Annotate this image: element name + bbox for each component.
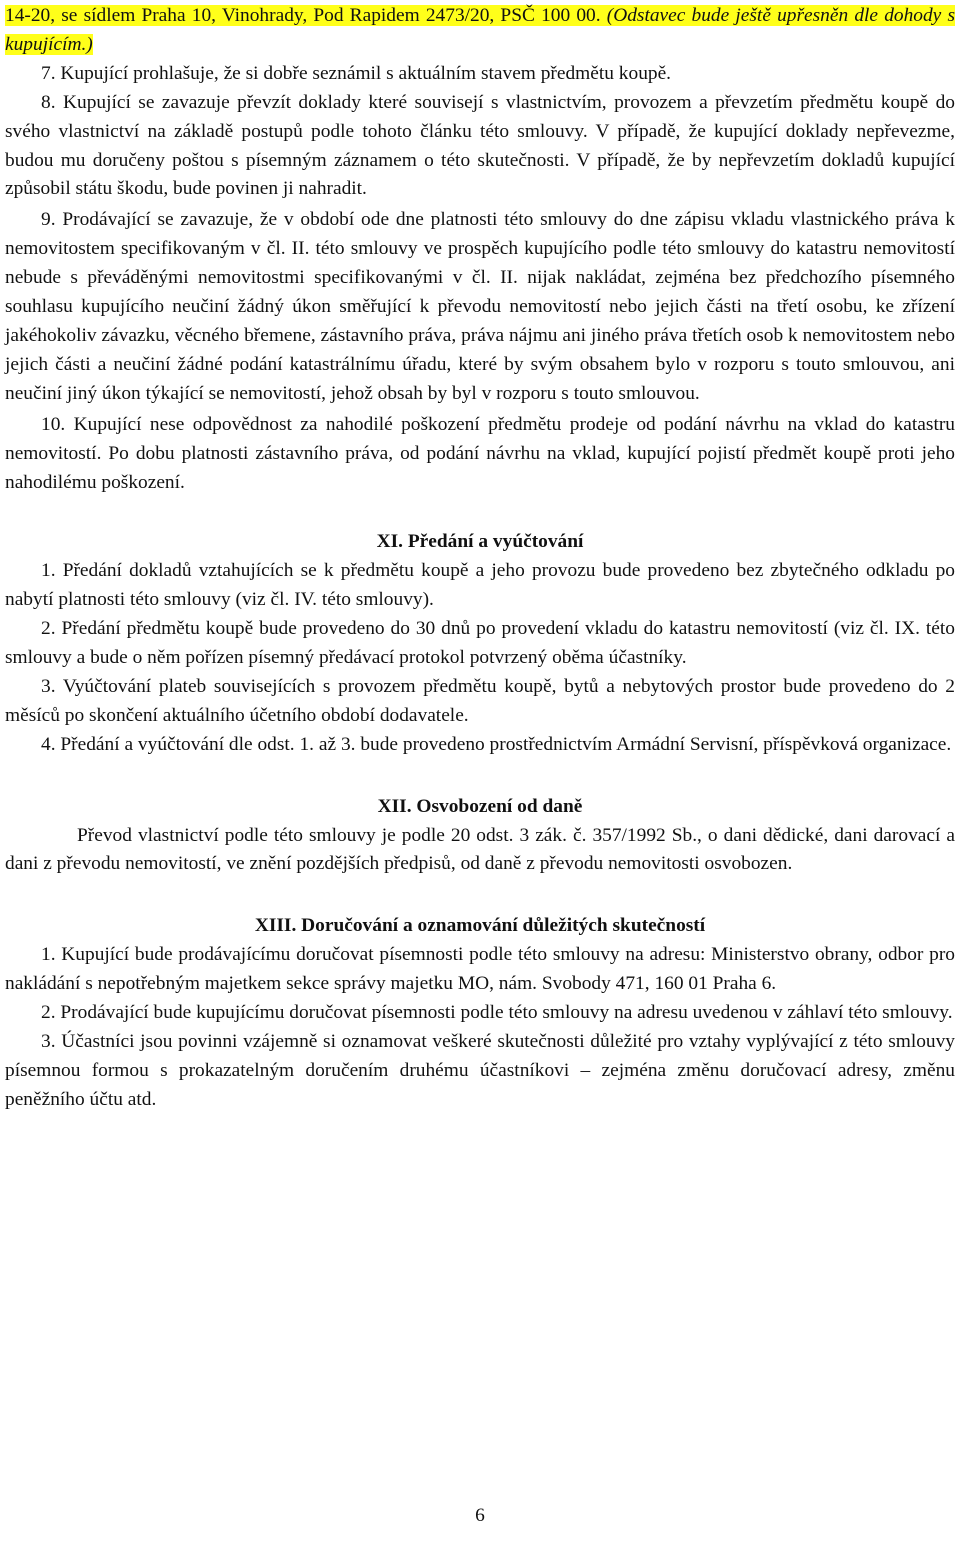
section-xi-heading: XI. Předání a vyúčtování — [376, 531, 584, 553]
section-xiii-heading: XIII. Doručování a oznamování důležitých skutečností — [254, 915, 706, 937]
section-xi-item-3: 3. Vyúčtování plateb souvisejících s provozem předmětu koupě, bytů a nebytových prostor bude provedeno do 2 měsíců po skončení aktuálního účetního období dodavatele. — [5, 675, 955, 726]
section-xi-item-1: 1. Předání dokladů vztahujících se k předmětu koupě a jeho provozu bude provedeno bez zbytečného odkladu po nabytí platnosti této smlouvy (viz čl. IV. této smlouvy). — [5, 560, 955, 611]
page-number: 6 — [475, 1505, 485, 1526]
section-xi-item-4: 4. Předání a vyúčtování dle odst. 1. až 3. bude provedeno prostřednictvím Armádní Servisní, příspěvková organizace. — [41, 733, 952, 755]
section-xii-text: Převod vlastnictví podle této smlouvy je podle 20 odst. 3 zák. č. 357/1992 Sb., o dani dědické, dani darovací a dani z převodu nemovitostí, ve znění pozdějších předpisů, od daně z převodu nemovitosti osvobozen. — [5, 824, 955, 875]
clause-10: 10. Kupující nese odpovědnost za nahodilé poškození předmětu prodeje od podání návrhu na vklad do katastru nemovitostí. Po dobu platnosti zástavního práva, od podání návrhu na vklad, kupující pojistí předmět koupě proti jeho nahodilému poškození. — [5, 413, 955, 493]
document-page — [5, 2, 955, 1115]
intro-paragraph — [5, 2, 955, 60]
section-xiii-item-2: 2. Prodávající bude kupujícímu doručovat písemnosti podle této smlouvy na adresu uvedenou v záhlaví této smlouvy. — [41, 1002, 953, 1024]
clause-9: 9. Prodávající se zavazuje, že v období ode dne platnosti této smlouvy do dne zápisu vkladu vlastnického práva k nemovitostem specifikovaným v čl. II. této smlouvy ve prospěch kupujícího podle této smlouvy do katastru nemovitostí nebude s převáděnými nemovitostmi specifikovanými v čl. II. nijak nakládat, zejména bez předchozího písemného souhlasu kupujícího neučiní žádný úkon směřující k převodu nemovitostí nebo jejich části na třetí osobu, ke zřízení jakéhokoliv závazku, věcného břemene, zástavního práva, práva nájmu ani jiného práva třetích osob k nemovitostem nebo jejich části a neučiní žádné podání katastrálnímu úřadu, které by svým obsahem bylo v rozporu s touto smlouvou, ani neučiní jiný úkon týkající se nemovitostí, jehož obsah by byl v rozporu s touto smlouvou. — [5, 209, 955, 404]
highlighted-text — [5, 5, 955, 55]
section-xiii-item-3: 3. Účastníci jsou povinni vzájemně si oznamovat veškeré skutečnosti důležité pro vztahy vyplývající z této smlouvy písemnou formou s prokazatelným doručením druhému účastníkovi – zejména změnu doručovací adresy, změnu peněžního účtu atd. — [5, 1031, 955, 1110]
clause-8: 8. Kupující se zavazuje převzít doklady které souvisejí s vlastnictvím, provozem a převzetím předmětu koupě do svého vlastnictví na základě postupů podle tohoto článku této smlouvy. V případě, že kupující doklady nepřevezme, budou mu doručeny poštou s písemným záznamem o této skutečnosti. V případě, že by nepřevzetím dokladů kupující způsobil státu škodu, bude povinen ji nahradit. — [5, 91, 955, 200]
intro-italic-note: (Odstavec bude ještě upřesněn dle dohody s kupujícím.) — [5, 5, 956, 55]
section-xi-item-2: 2. Předání předmětu koupě bude provedeno do 30 dnů po provedení vkladu do katastru nemovitostí (viz čl. IX. této smlouvy a bude o něm pořízen písemný předávací protokol potvrzený oběma účastníky. — [5, 618, 955, 669]
section-xiii-item-1: 1. Kupující bude prodávajícímu doručovat písemnosti podle této smlouvy na adresu: Ministerstvo obrany, odbor pro nakládání s nepotřebným majetkem sekce správy majetku MO, nám. Svobody 471, 160 01 Praha 6. — [5, 944, 955, 995]
section-xii-heading: XII. Osvobození od daně — [377, 795, 583, 817]
intro-address-text: 14-20, se sídlem Praha 10, Vinohrady, Pod Rapidem 2473/20, PSČ 100 00. — [5, 5, 607, 26]
clause-7: 7. Kupující prohlašuje, že si dobře seznámil s aktuálním stavem předmětu koupě. — [41, 62, 672, 84]
